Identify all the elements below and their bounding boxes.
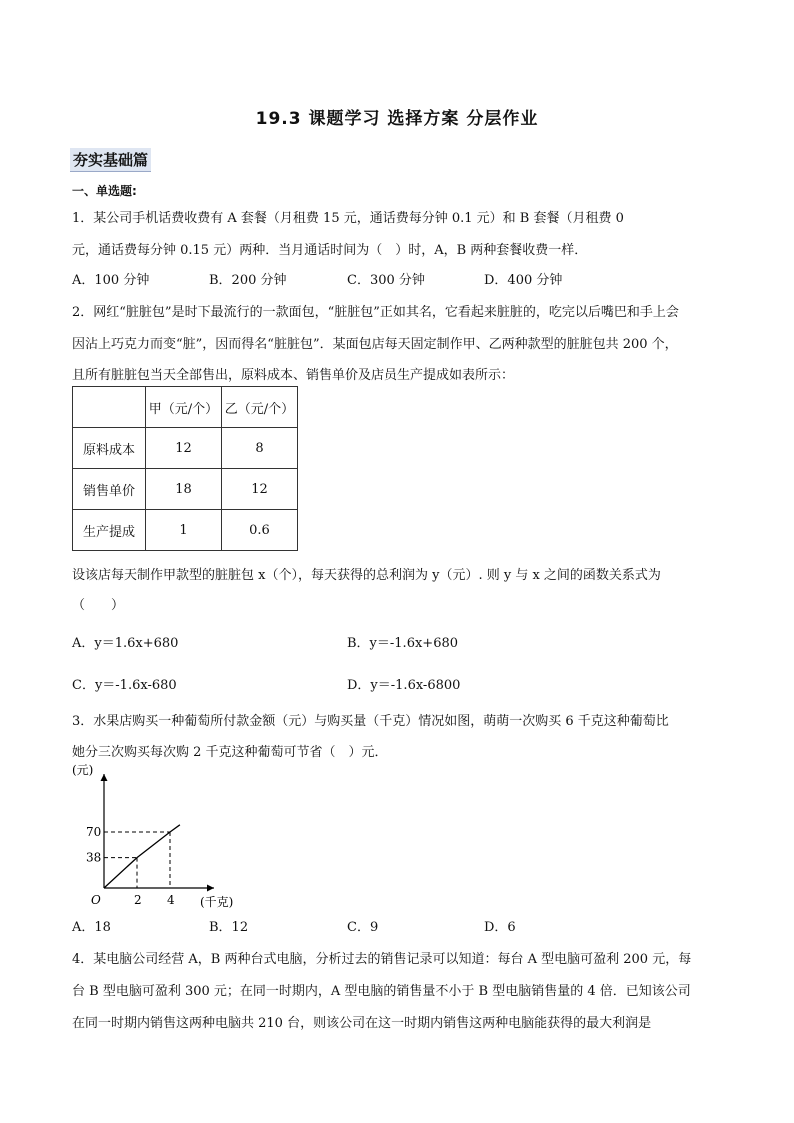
q2-option-b: B．y＝-1.6x+680 [347, 636, 459, 651]
q2-option-a: A．y＝1.6x+680 [72, 636, 179, 651]
table-row-label: 生产提成 [73, 510, 146, 551]
x-tick-label: 4 [167, 893, 175, 907]
q1-option-b: B．200 分钟 [209, 273, 287, 288]
table-cell: 8 [222, 428, 298, 469]
table-cell: 12 [146, 428, 222, 469]
subsection-heading: 一、单选题: [72, 184, 137, 198]
q3-option-a: A．18 [72, 920, 111, 935]
table-header-cell: 甲（元/个） [146, 387, 222, 428]
table-cell: 12 [222, 469, 298, 510]
table-cell: 0.6 [222, 510, 298, 551]
table-header-row [73, 387, 298, 428]
section-heading: 夯实基础篇 [70, 148, 151, 172]
price-line [104, 825, 180, 888]
q4-line-1: 4．某电脑公司经营 A，B 两种台式电脑，分析过去的销售记录可以知道：每台 A 型电脑可盈利 200 元，每 [72, 952, 692, 967]
cost-table [72, 386, 298, 551]
price-chart [66, 756, 246, 916]
table-row [73, 428, 298, 469]
q1-option-a: A．100 分钟 [72, 273, 150, 288]
y-axis-label: (元) [72, 763, 94, 777]
table-cell: 18 [146, 469, 222, 510]
table-row [73, 469, 298, 510]
q2-line-3: 且所有脏脏包当天全部售出，原料成本、销售单价及店员生产提成如表所示： [72, 368, 515, 383]
origin-label: O [91, 893, 101, 907]
x-axis-arrow-icon [207, 885, 214, 892]
q4-line-2: 台 B 型电脑可盈利 300 元；在同一时期内，A 型电脑的销售量不小于 B 型电脑销售量的 4 倍．已知该公司 [72, 984, 691, 999]
x-axis-label: (千克) [200, 895, 234, 909]
table-header-cell: 乙（元/个） [222, 387, 298, 428]
q1-line-1: 1．某公司手机话费收费有 A 套餐（月租费 15 元，通话费每分钟 0.1 元）和 B 套餐（月租费 0 [72, 211, 624, 226]
q3-option-d: D．6 [484, 920, 516, 935]
table-cell: 1 [146, 510, 222, 551]
q1-option-d: D．400 分钟 [484, 273, 563, 288]
x-tick-label: 2 [134, 893, 142, 907]
table-row-label: 原料成本 [73, 428, 146, 469]
q2-line-4: 设该店每天制作甲款型的脏脏包 x（个），每天获得的总利润为 y（元）. 则 y 与 x 之间的函数关系式为 [72, 568, 661, 583]
table-row-label: 销售单价 [73, 469, 146, 510]
y-tick-label: 38 [86, 850, 102, 865]
q2-line-2: 因沾上巧克力而变“脏”，因而得名“脏脏包”．某面包店每天固定制作甲、乙两种款型的脏脏包共 200 个， [72, 337, 678, 352]
q3-line-1: 3．水果店购买一种葡萄所付款金额（元）与购买量（千克）情况如图，萌萌一次购买 6 千克这种葡萄比 [72, 714, 669, 729]
q3-option-c: C．9 [347, 920, 379, 935]
q4-line-3: 在同一时期内销售这两种电脑共 210 台，则该公司在这一时期内销售这两种电脑能获得的最大利润是 [72, 1016, 652, 1031]
q1-line-2: 元，通话费每分钟 0.15 元）两种．当月通话时间为（ ）时，A，B 两种套餐收费一样． [72, 243, 588, 258]
q3-option-b: B．12 [209, 920, 249, 935]
table-cell [73, 387, 146, 428]
table-row [73, 510, 298, 551]
q2-line-1: 2．网红“脏脏包”是时下最流行的一款面包，“脏脏包”正如其名，它看起来脏脏的，吃完以后嘴巴和手上会 [72, 305, 679, 320]
y-tick-label: 70 [86, 825, 102, 839]
q1-option-c: C．300 分钟 [347, 273, 425, 288]
q3-line-2: 她分三次购买每次购 2 千克这种葡萄可节省（ ）元． [72, 745, 388, 760]
q2-option-d: D．y＝-1.6x-6800 [347, 678, 461, 693]
q2-line-5: （ ） [72, 598, 125, 613]
y-axis-arrow-icon [101, 774, 108, 781]
page-title: 19.3 课题学习 选择方案 分层作业 [255, 109, 539, 129]
q2-option-c: C．y＝-1.6x-680 [72, 678, 177, 693]
